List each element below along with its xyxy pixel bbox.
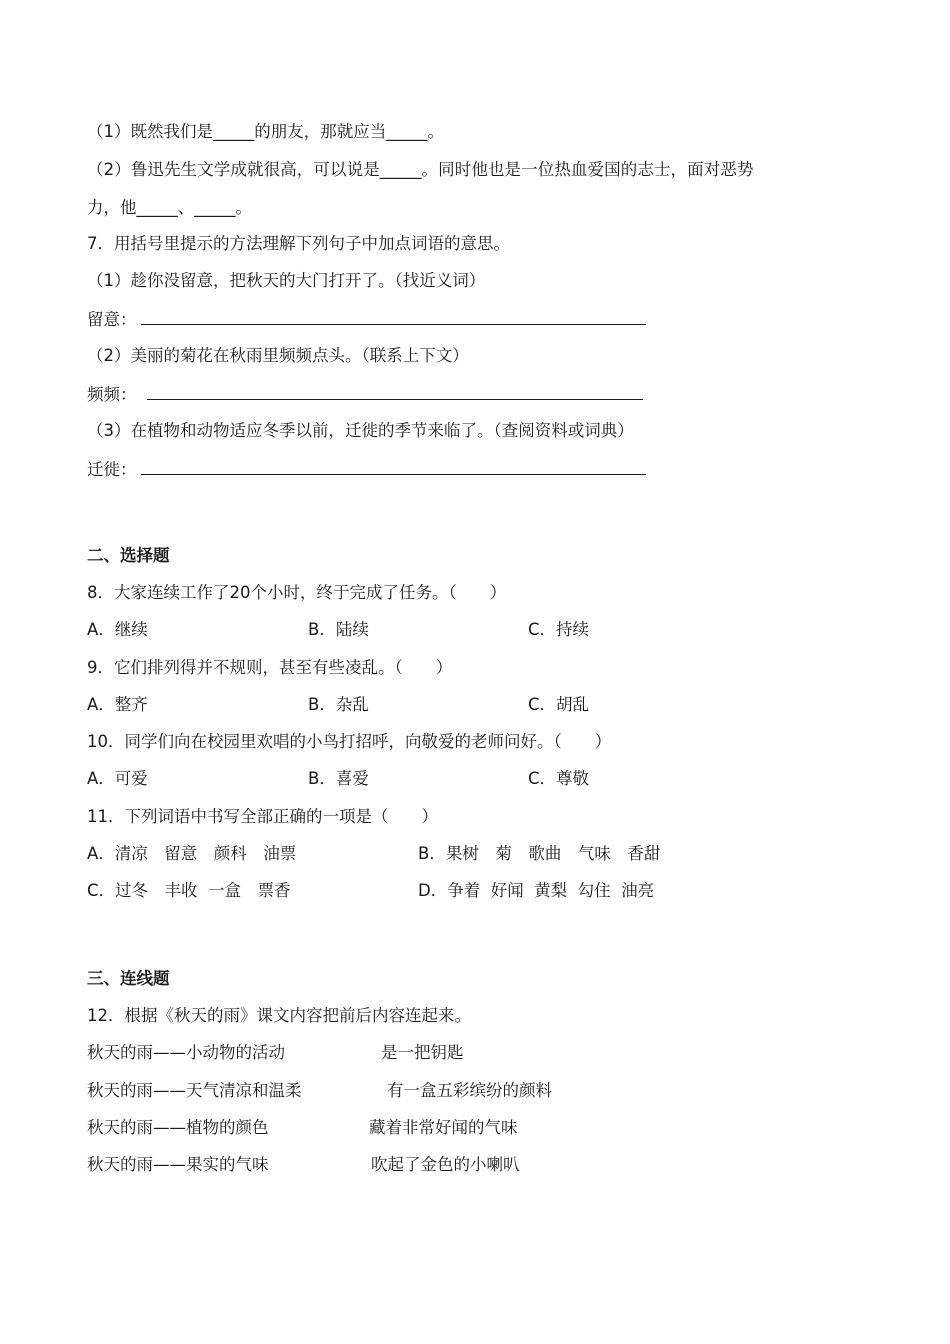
q8-option-b[interactable]: B．陆续	[308, 620, 369, 639]
q7-sentence-1: （1）趁你没留意，把秋天的大门打开了。（找近义词）	[87, 271, 486, 290]
q10-option-a[interactable]: A．可爱	[87, 769, 148, 788]
q7-answer-row-1	[87, 308, 646, 331]
q6-item-1: （1）既然我们是_____的朋友，那就应当_____。	[87, 122, 444, 141]
match-left-3[interactable]: 秋天的雨——植物的颜色	[87, 1118, 269, 1137]
q7-answer-row-2	[87, 383, 643, 406]
section-title-matching: 三、连线题	[87, 969, 170, 988]
match-right-1[interactable]: 是一把钥匙	[381, 1043, 464, 1062]
q8-option-c[interactable]: C．持续	[528, 620, 590, 639]
q8-option-a[interactable]: A．继续	[87, 620, 148, 639]
answer-line[interactable]	[141, 458, 646, 475]
q7-answer-label-1: 留意：	[87, 310, 137, 329]
q6-item-2-line1: （2）鲁迅先生文学成就很高，可以说是_____。同时他也是一位热血爱国的志士，面对恶势	[87, 160, 754, 179]
q7-answer-label-3: 迁徙：	[87, 460, 137, 479]
answer-line[interactable]	[141, 308, 646, 325]
match-left-2[interactable]: 秋天的雨——天气清凉和温柔	[87, 1081, 302, 1100]
q7-answer-row-3	[87, 458, 646, 481]
match-right-4[interactable]: 吹起了金色的小喇叭	[371, 1155, 520, 1174]
q12-stem: 12．根据《秋天的雨》课文内容把前后内容连起来。	[87, 1006, 471, 1025]
q9-option-b[interactable]: B．杂乱	[308, 695, 369, 714]
q11-option-c[interactable]: C．过冬 丰收 一盒 票香	[87, 881, 291, 900]
q8-stem: 8．大家连续工作了20个小时，终于完成了任务。（ ）	[87, 583, 507, 602]
q9-option-c[interactable]: C．胡乱	[528, 695, 590, 714]
q11-option-d[interactable]: D．争着 好闻 黄梨 勾住 油亮	[418, 881, 655, 900]
answer-line[interactable]	[147, 383, 643, 400]
match-right-3[interactable]: 藏着非常好闻的气味	[369, 1118, 518, 1137]
q11-option-b[interactable]: B．果树 菊 歌曲 气味 香甜	[418, 844, 661, 863]
q7-stem: 7．用括号里提示的方法理解下列句子中加点词语的意思。	[87, 234, 510, 253]
section-title-choice: 二、选择题	[87, 546, 170, 565]
q9-option-a[interactable]: A．整齐	[87, 695, 148, 714]
q6-item-2-line2: 力，他_____、_____。	[87, 198, 252, 217]
q7-answer-label-2: 频频：	[87, 385, 137, 404]
q10-stem: 10．同学们向在校园里欢唱的小鸟打招呼，向敬爱的老师问好。（ ）	[87, 732, 612, 751]
q7-sentence-3: （3）在植物和动物适应冬季以前，迁徙的季节来临了。（查阅资料或词典）	[87, 421, 634, 440]
match-right-2[interactable]: 有一盒五彩缤纷的颜料	[387, 1081, 552, 1100]
q10-option-b[interactable]: B．喜爱	[308, 769, 369, 788]
q9-stem: 9．它们排列得并不规则，甚至有些凌乱。（ ）	[87, 658, 453, 677]
match-left-4[interactable]: 秋天的雨——果实的气味	[87, 1155, 269, 1174]
q10-option-c[interactable]: C．尊敬	[528, 769, 590, 788]
q11-option-a[interactable]: A．清凉 留意 颜科 油票	[87, 844, 297, 863]
q7-sentence-2: （2）美丽的菊花在秋雨里频频点头。（联系上下文）	[87, 346, 469, 365]
match-left-1[interactable]: 秋天的雨——小动物的活动	[87, 1043, 285, 1062]
q11-stem: 11．下列词语中书写全部正确的一项是（ ）	[87, 807, 438, 826]
